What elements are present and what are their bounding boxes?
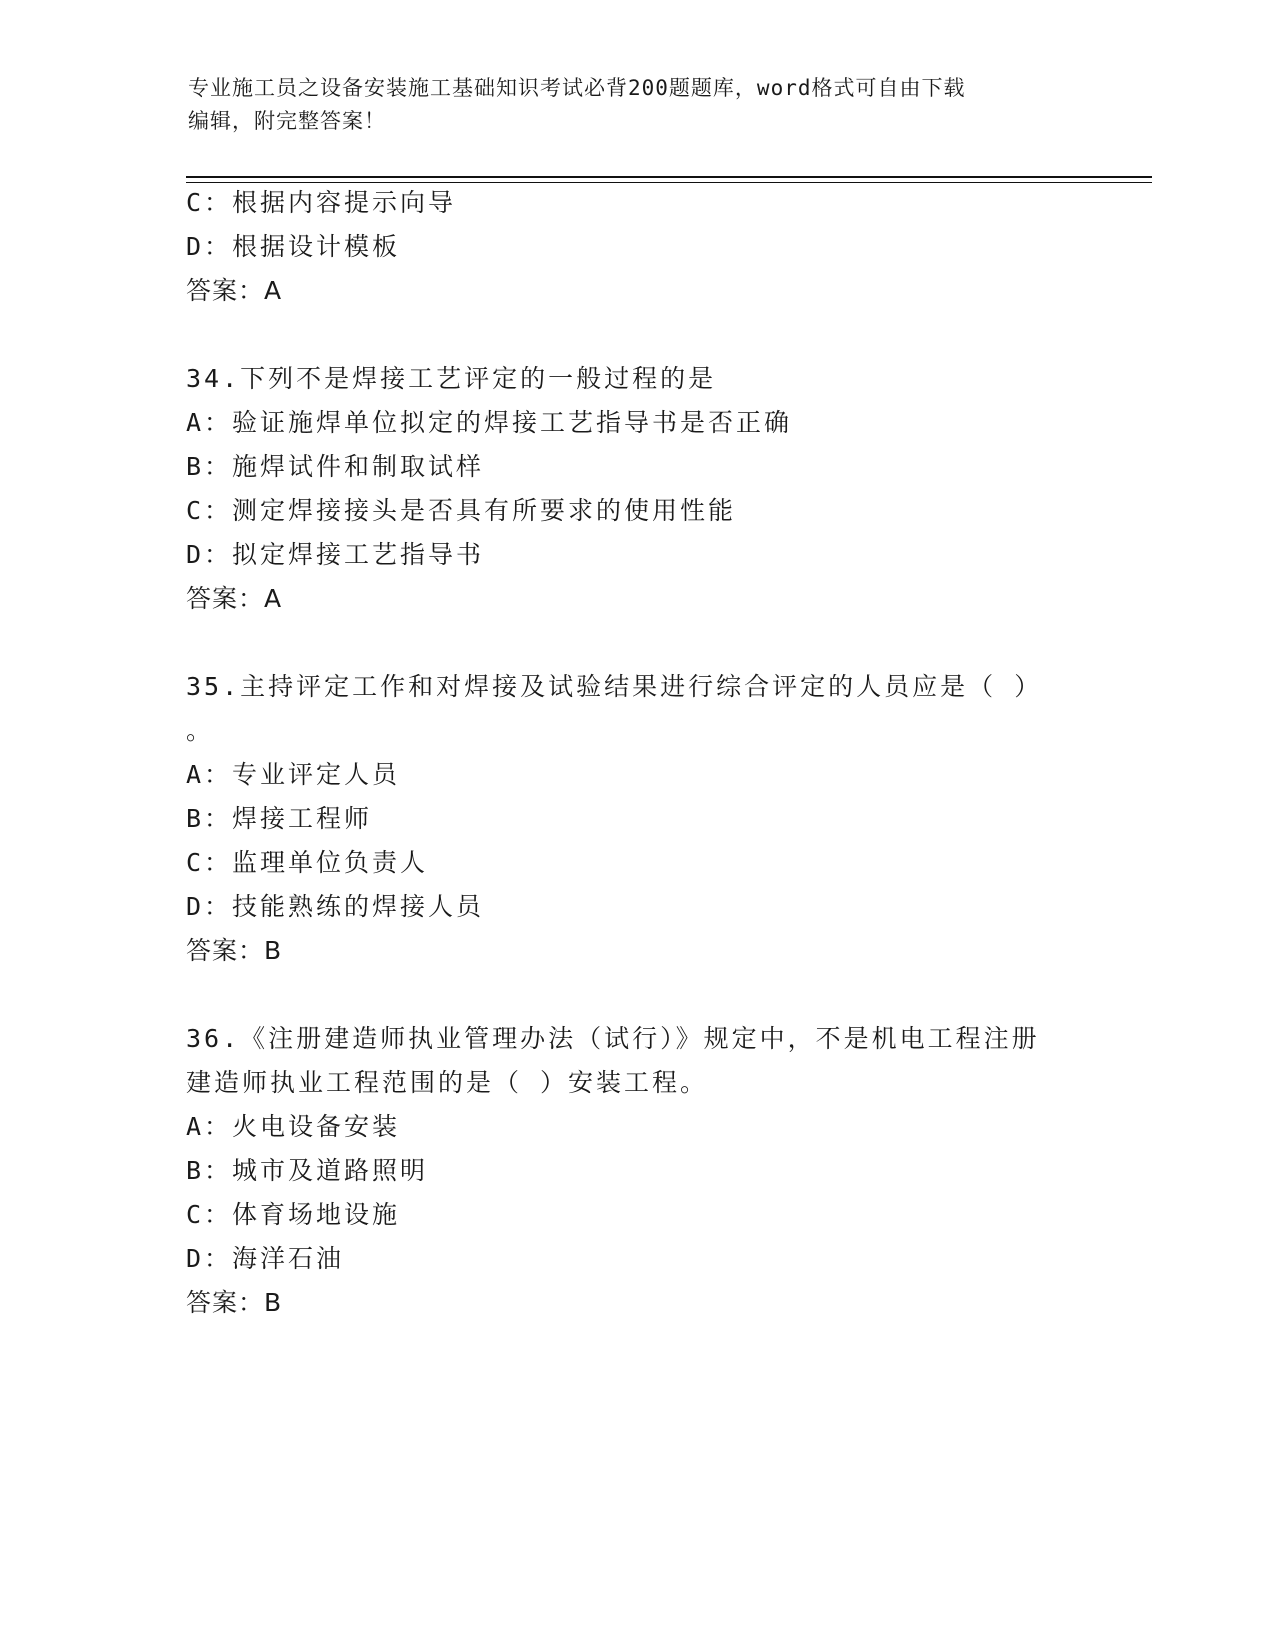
question-35-stem: 35.主持评定工作和对焊接及试验结果进行综合评定的人员应是（ ） xyxy=(186,672,1043,701)
question-36-option-d: D：海洋石油 xyxy=(186,1244,345,1273)
question-36-stem: 36.《注册建造师执业管理办法（试行）》规定中，不是机电工程注册 xyxy=(186,1024,1040,1053)
document-header xyxy=(188,72,1068,138)
question-35-answer: 答案：B xyxy=(186,936,283,965)
question-34-option-d: D：拟定焊接工艺指导书 xyxy=(186,540,485,569)
question-34-option-c: C：测定焊接接头是否具有所要求的使用性能 xyxy=(186,496,737,525)
question-34-option-b: B：施焊试件和制取试样 xyxy=(186,452,485,481)
question-35-option-d: D：技能熟练的焊接人员 xyxy=(186,892,485,921)
header-rule-thin xyxy=(186,182,1152,183)
question-36-answer: 答案：B xyxy=(186,1288,283,1317)
header-title-line-2: 编辑，附完整答案！ xyxy=(188,109,386,133)
prev-question-option-d: D：根据设计模板 xyxy=(186,232,401,261)
question-35-option-a: A：专业评定人员 xyxy=(186,760,401,789)
question-34-stem: 34.下列不是焊接工艺评定的一般过程的是 xyxy=(186,364,717,393)
prev-question-answer: 答案：A xyxy=(186,276,283,305)
question-35-option-c: C：监理单位负责人 xyxy=(186,848,429,877)
question-36-stem-continued: 建造师执业工程范围的是（ ）安装工程。 xyxy=(186,1068,709,1097)
question-35-stem-continued: 。 xyxy=(186,716,215,745)
prev-question-option-c: C：根据内容提示向导 xyxy=(186,188,457,217)
question-35-option-b: B：焊接工程师 xyxy=(186,804,373,833)
question-36-option-b: B：城市及道路照明 xyxy=(186,1156,429,1185)
question-34-option-a: A：验证施焊单位拟定的焊接工艺指导书是否正确 xyxy=(186,408,793,437)
header-rule-thick xyxy=(186,176,1152,178)
header-title-line-1: 专业施工员之设备安装施工基础知识考试必背200题题库，word格式可自由下载 xyxy=(188,76,966,100)
question-36-option-a: A：火电设备安装 xyxy=(186,1112,401,1141)
question-36-option-c: C：体育场地设施 xyxy=(186,1200,401,1229)
question-34-answer: 答案：A xyxy=(186,584,283,613)
